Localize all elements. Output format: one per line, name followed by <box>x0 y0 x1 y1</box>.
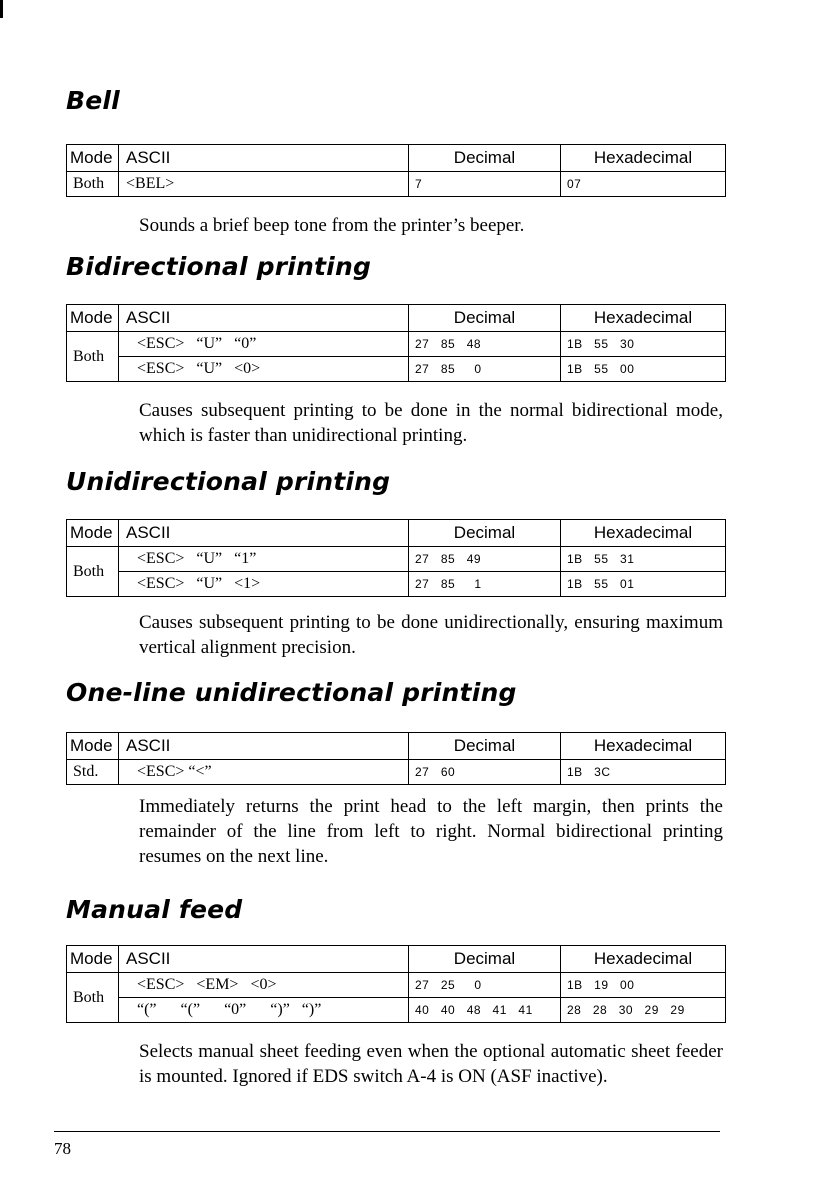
command-table-one-line <box>66 732 726 785</box>
command-table-manual-feed <box>66 945 726 1023</box>
mode-cell: Both <box>67 547 119 597</box>
section-description: Causes subsequent printing to be done in the normal bidirectional mode, which is faster than unidirectional printing. <box>139 400 723 446</box>
section-description: Causes subsequent printing to be done unidirectionally, ensuring maximum vertical alignment precision. <box>139 612 723 658</box>
section-description: Immediately returns the print head to the left margin, then prints the remainder of the line from left to right. Normal bidirectional printing resumes on the next line. <box>139 796 723 867</box>
section-title-unidirectional: Unidirectional printing <box>66 467 391 496</box>
table-row <box>67 973 726 998</box>
hex-cell: 28 28 30 29 29 <box>561 998 726 1023</box>
mode-cell: Both <box>67 172 119 197</box>
decimal-cell: 27 25 0 <box>409 973 561 998</box>
ascii-cell: <ESC> “U” “1” <box>119 547 409 572</box>
header-decimal: Decimal <box>409 520 561 547</box>
section-title-bell: Bell <box>66 86 120 115</box>
header-decimal: Decimal <box>409 305 561 332</box>
table-header <box>67 733 726 760</box>
header-mode: Mode <box>67 733 119 760</box>
ascii-cell: <ESC> “<” <box>119 760 409 785</box>
table-row <box>67 172 726 197</box>
decimal-cell: 27 60 <box>409 760 561 785</box>
decimal-cell: 40 40 48 41 41 <box>409 998 561 1023</box>
hex-cell: 1B 19 00 <box>561 973 726 998</box>
table-row <box>67 998 726 1023</box>
table-header <box>67 305 726 332</box>
table-row <box>67 572 726 597</box>
header-hexadecimal: Hexadecimal <box>561 305 726 332</box>
header-ascii: ASCII <box>119 520 409 547</box>
margin-mark <box>0 0 3 18</box>
mode-cell: Both <box>67 332 119 382</box>
table-header <box>67 520 726 547</box>
mode-cell: Std. <box>67 760 119 785</box>
command-table-bidirectional <box>66 304 726 382</box>
decimal-cell: 27 85 0 <box>409 357 561 382</box>
ascii-cell: <BEL> <box>119 172 409 197</box>
hex-cell: 1B 55 00 <box>561 357 726 382</box>
page-number: 78 <box>54 1139 71 1158</box>
ascii-cell: <ESC> “U” <0> <box>119 357 409 382</box>
decimal-cell: 27 85 48 <box>409 332 561 357</box>
header-ascii: ASCII <box>119 733 409 760</box>
table-header <box>67 145 726 172</box>
command-table-unidirectional <box>66 519 726 597</box>
header-mode: Mode <box>67 520 119 547</box>
header-hexadecimal: Hexadecimal <box>561 733 726 760</box>
header-decimal: Decimal <box>409 946 561 973</box>
decimal-cell: 27 85 1 <box>409 572 561 597</box>
header-ascii: ASCII <box>119 946 409 973</box>
header-mode: Mode <box>67 145 119 172</box>
section-title-bidirectional: Bidirectional printing <box>66 252 372 281</box>
table-row <box>67 357 726 382</box>
mode-cell: Both <box>67 973 119 1023</box>
header-mode: Mode <box>67 305 119 332</box>
header-mode: Mode <box>67 946 119 973</box>
hex-cell: 1B 55 31 <box>561 547 726 572</box>
header-hexadecimal: Hexadecimal <box>561 145 726 172</box>
hex-cell: 1B 55 01 <box>561 572 726 597</box>
table-row <box>67 547 726 572</box>
decimal-cell: 27 85 49 <box>409 547 561 572</box>
ascii-cell: <ESC> “U” <1> <box>119 572 409 597</box>
section-description: Selects manual sheet feeding even when the optional automatic sheet feeder is mounted. Ignored if EDS switch A-4 is ON (ASF inactive). <box>139 1041 723 1087</box>
section-title-one-line-unidirectional: One-line unidirectional printing <box>66 678 517 707</box>
footer-rule <box>54 1131 720 1132</box>
table-row <box>67 332 726 357</box>
hex-cell: 1B 3C <box>561 760 726 785</box>
section-title-manual-feed: Manual feed <box>66 895 243 924</box>
header-ascii: ASCII <box>119 305 409 332</box>
decimal-cell: 7 <box>409 172 561 197</box>
header-hexadecimal: Hexadecimal <box>561 946 726 973</box>
header-hexadecimal: Hexadecimal <box>561 520 726 547</box>
hex-cell: 1B 55 30 <box>561 332 726 357</box>
ascii-cell: <ESC> “U” “0” <box>119 332 409 357</box>
section-description: Sounds a brief beep tone from the printer’s beeper. <box>139 215 525 236</box>
ascii-cell: “(” “(” “0” “)” “)” <box>119 998 409 1023</box>
header-decimal: Decimal <box>409 145 561 172</box>
table-header <box>67 946 726 973</box>
ascii-cell: <ESC> <EM> <0> <box>119 973 409 998</box>
table-row <box>67 760 726 785</box>
command-table-bell <box>66 144 726 197</box>
hex-cell: 07 <box>561 172 726 197</box>
header-ascii: ASCII <box>119 145 409 172</box>
header-decimal: Decimal <box>409 733 561 760</box>
